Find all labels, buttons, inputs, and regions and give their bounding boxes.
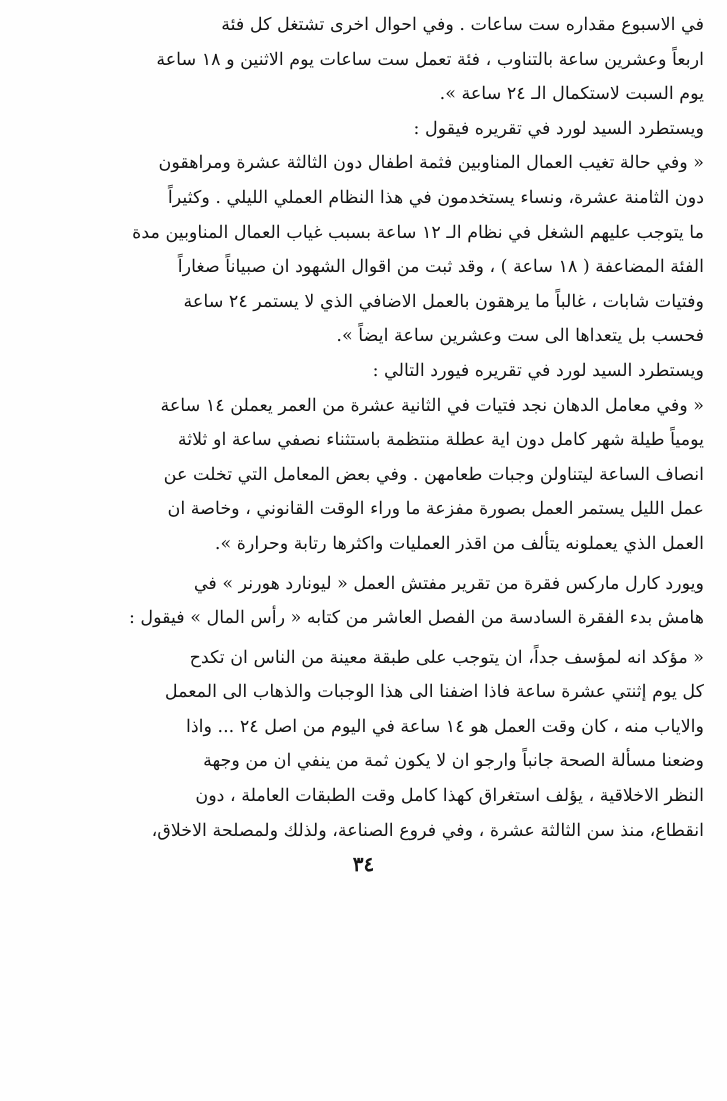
text-line: دون الثامنة عشرة، ونساء يستخدمون في هذا النظام العملي الليلي . وكثيراً	[167, 187, 704, 208]
text-line: والاياب منه ، كان وقت العمل هو ١٤ ساعة في اليوم من اصل ٢٤ ... واذا	[186, 716, 704, 737]
text-line: « مؤكد انه لمؤسف جداً، ان يتوجب على طبقة معينة من الناس ان تكدح	[189, 647, 704, 668]
text-line: ما يتوجب عليهم الشغل في نظام الـ ١٢ ساعة بسبب غياب العمال المناوبين مدة	[132, 222, 704, 243]
text-line: في الاسبوع مقداره ست ساعات . وفي احوال اخرى تشتغل كل فئة	[221, 15, 704, 35]
text-line: انقطاع، منذ سن الثالثة عشرة ، وفي فروع الصناعة، ولذلك ولمصلحة الاخلاق،	[151, 820, 704, 841]
text-line: اربعاً وعشرين ساعة بالتناوب ، فئة تعمل ست ساعات يوم الاثنين و ١٨ ساعة	[156, 49, 704, 70]
text-line: هامش بدء الفقرة السادسة من الفصل العاشر من كتابه « رأس المال » فيقول :	[128, 608, 704, 629]
paragraph	[82, 354, 704, 389]
text-line: فحسب بل يتعداها الى ست وعشرين ساعة ايضاً ».	[336, 326, 704, 347]
text-line: عمل الليل يستمر العمل بصورة مفزعة ما وراء الوقت القانوني ، وخاصة ان	[167, 499, 704, 520]
text-line: ويورد كارل ماركس فقرة من تقرير مفتش العمل « ليونارد هورنر » في	[193, 573, 704, 594]
text-line: « وفي حالة تغيب العمال المناوبين فثمة اطفال دون الثالثة عشرة ومراهقون	[158, 153, 704, 174]
text-line: وفتيات شابات ، غالباً ما يرهقون بالعمل الاضافي الذي لا يستمر ٢٤ ساعة	[183, 291, 704, 312]
paragraph	[82, 8, 704, 112]
text-line: وضعنا مسألة الصحة جانباً وارجو ان لا يكون ثمة من ينفي ان من وجهة	[203, 751, 704, 772]
quote-paragraph	[82, 146, 704, 354]
paragraph	[82, 567, 704, 636]
text-line: يومياً طيلة شهر كامل دون اية عطلة منتظمة باستثناء نصفي ساعة او ثلاثة	[177, 430, 704, 451]
text-line: الفئة المضاعفة ( ١٨ ساعة ) ، وقد ثبت من اقوال الشهود ان صبياناً صغاراً	[177, 257, 704, 278]
text-line: النظر الاخلاقية ، يؤلف استغراق كهذا كامل وقت الطبقات العاملة ، دون	[195, 786, 704, 807]
text-line: انصاف الساعة ليتناولن وجبات طعامهن . وفي بعض المعامل التي تخلت عن	[163, 464, 704, 485]
quote-paragraph	[82, 641, 704, 849]
text-line: كل يوم إثنتي عشرة ساعة فاذا اضفنا الى هذا الوجبات والذهاب الى المعمل	[164, 682, 704, 703]
text-line: العمل الذي يعملونه يتألف من اقذر العمليات واكثرها رتابة وحرارة ».	[214, 533, 704, 554]
paragraph	[82, 112, 704, 147]
text-line: يوم السبت لاستكمال الـ ٢٤ ساعة ».	[439, 84, 704, 105]
page-body-text	[82, 8, 704, 848]
quote-paragraph	[82, 389, 704, 562]
text-line: « وفي معامل الدهان نجد فتيات في الثانية عشرة من العمر يعملن ١٤ ساعة	[160, 395, 704, 416]
text-line: ويستطرد السيد لورد في تقريره فيقول :	[413, 118, 704, 139]
text-line: ويستطرد السيد لورد في تقريره فيورد التالي :	[372, 360, 704, 381]
page-number: ٣٤	[352, 852, 375, 876]
